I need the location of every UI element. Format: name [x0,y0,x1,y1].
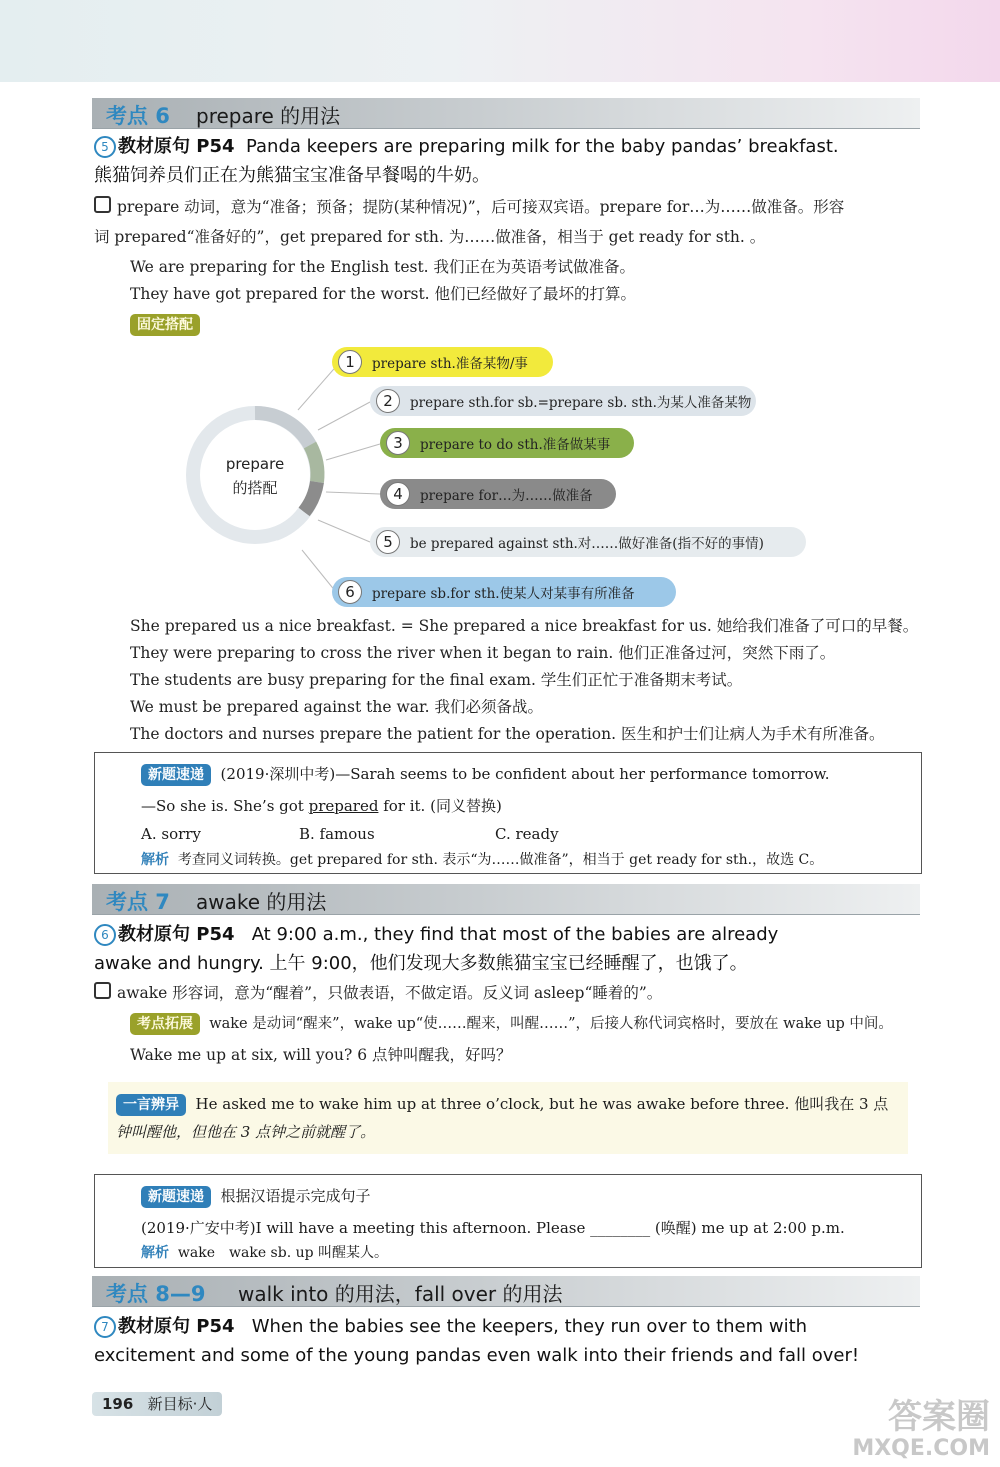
collocation-item-2 [370,386,756,416]
practice-box-1 [94,752,922,874]
textbook-sentence-7 [94,1312,924,1370]
answer-row [141,848,921,872]
collocation-item-1 [332,347,553,377]
ring-label-line-1: prepare [225,455,285,473]
circled-number: 6 [94,924,116,946]
item-number: 3 [386,431,410,455]
section-number: 考点 7 [106,890,170,914]
question-2-title [141,1183,371,1209]
distinguish-box [108,1082,908,1154]
item-number: 2 [376,389,400,413]
question-text: (2019·深圳中考)—Sarah seems to be confident about her performance tomorrow. [220,765,830,783]
example-2: They have got prepared for the worst. 他们已经做好了最坏的打算。 [130,285,637,303]
new-question-badge: 新题速递 [141,764,211,786]
question-line-1 [141,761,921,787]
textbook-sentence-5 [94,132,924,190]
textbook-tag: 教材原句 P54 [118,924,235,945]
distinguish-line-1: He asked me to wake him up at three o’clock, but he was awake before three. 他叫我在 3 点 [195,1095,889,1113]
page-footer [92,1392,222,1416]
badge-label: 固定搭配 [130,314,200,336]
section-number: 考点 8—9 [106,1282,206,1306]
top-decorative-band [0,0,1000,82]
ring-center-label [210,452,300,500]
item-number: 4 [386,482,410,506]
section-number: 考点 6 [106,104,170,128]
collocation-item-6 [332,577,676,607]
option-c: C. ready [495,825,559,843]
underlined-word: prepared [308,797,379,815]
question-2-text: (2019·广安中考)I will have a meeting this afternoon. Please ________ (唤醒) me up at 2:00 p.m. [141,1219,845,1237]
question-text-a: —So she is. She’s got [141,797,309,815]
question-title: 根据汉语提示完成句子 [220,1187,371,1205]
question-line-2 [141,793,502,819]
sentence-zh: 熊猫饲养员们正在为熊猫宝宝准备早餐喝的牛奶。 [94,165,490,186]
item-text: prepare sth.准备某物/事 [372,356,528,372]
sentence-en-2: awake and hungry. 上午 9:00，他们发现大多数熊猫宝宝已经睡醒了，也饿了。 [94,953,748,974]
note-line-1: prepare 动词，意为“准备；预备；提防(某种情况)”，后可接双宾语。prepare for…为……做准备。形容 [117,198,845,216]
ring-label-line-2: 的搭配 [232,479,278,497]
answer-row [141,1241,921,1265]
note-paragraph [94,192,924,252]
example-3: She prepared us a nice breakfast. = She prepared a nice breakfast for us. 她给我们准备了可口的早餐。 [130,617,919,635]
distinguish-badge: 一言辨异 [116,1094,186,1116]
watermark-line-2: MXQE.COM [852,1436,990,1461]
collocation-item-4 [380,479,616,509]
item-text: prepare for…为……做准备 [420,488,593,504]
example-7: The doctors and nurses prepare the patient for the operation. 医生和护士们让病人为手术有所准备。 [130,725,885,743]
watermark [852,1398,990,1462]
example-1: We are preparing for the English test. 我们正在为英语考试做准备。 [130,258,636,276]
item-text: prepare to do sth.准备做某事 [420,437,611,453]
item-text: prepare sth.for sb.=prepare sb. sth.为某人准备某物 [410,395,752,411]
item-number: 5 [376,530,400,554]
section-header-6 [92,98,920,129]
extension-text: wake 是动词“醒来”，wake up“使……醒来，叫醒……”，后接人称代词宾格时，要放在 wake up 中间。 [209,1016,893,1032]
answer-label: 解析 [141,852,169,868]
example-6: We must be prepared against the war. 我们必须备战。 [130,698,544,716]
new-question-badge: 新题速递 [141,1186,211,1208]
textbook-tag: 教材原句 P54 [118,136,235,157]
option-b: B. famous [299,825,375,843]
options-row [141,821,641,847]
extension-row [130,1009,930,1039]
question-text-b: for it. (同义替换) [378,797,502,815]
sentence-en: Panda keepers are preparing milk for the baby pandas’ breakfast. [245,136,839,157]
example-5: The students are busy preparing for the final exam. 学生们正忙于准备期末考试。 [130,671,743,689]
section-title: prepare 的用法 [196,104,341,128]
note-icon [94,196,111,213]
note-icon [94,982,111,999]
book-name: 新目标·人 [147,1395,213,1413]
textbook-sentence-6 [94,920,924,978]
note-text: awake 形容词，意为“醒着”，只做表语，不做定语。反义词 asleep“睡着的”。 [117,984,663,1002]
section-title: awake 的用法 [196,890,327,914]
distinguish-line-2: 钟叫醒他，但他在 3 点钟之前就醒了。 [116,1123,376,1141]
practice-box-2 [94,1174,922,1268]
answer-text: 考查同义词转换。get prepared for sth. 表示“为……做准备”，相当于 get ready for sth.，故选 C。 [177,852,824,868]
sentence-en: At 9:00 a.m., they find that most of the babies are already [251,924,779,945]
section-header-7 [92,884,920,915]
section-header-8-9 [92,1276,920,1307]
item-text: prepare sb.for sth.使某人对某事有所准备 [372,586,635,602]
collocation-badge [130,314,200,336]
note-line-2: 词 prepared“准备好的”，get prepared for sth. 为……做准备，相当于 get ready for sth. 。 [94,228,766,246]
answer-label: 解析 [141,1245,169,1261]
section-title: walk into 的用法，fall over 的用法 [238,1282,563,1306]
wake-example: Wake me up at six, will you? 6 点钟叫醒我，好吗？ [130,1046,512,1064]
example-4: They were preparing to cross the river when it began to rain. 他们正准备过河，突然下雨了。 [130,644,836,662]
awake-note [94,978,924,1008]
sentence-en-2: excitement and some of the young pandas even walk into their friends and fall over! [94,1345,860,1366]
distinguish-text [116,1090,906,1146]
collocation-item-3 [380,428,634,458]
circled-number: 5 [94,136,116,158]
answer-text: wake wake sb. up 叫醒某人。 [177,1245,389,1261]
option-a: A. sorry [141,825,201,843]
circled-number: 7 [94,1316,116,1338]
collocation-item-5 [370,527,806,557]
watermark-line-1: 答案圈 [888,1397,990,1437]
textbook-tag: 教材原句 P54 [118,1316,235,1337]
sentence-en: When the babies see the keepers, they run over to them with [251,1316,808,1337]
item-number: 1 [338,350,362,374]
item-text: be prepared against sth.对……做好准备(指不好的事情) [410,536,764,552]
page-number: 196 [102,1395,134,1413]
item-number: 6 [338,580,362,604]
extension-badge: 考点拓展 [130,1013,200,1035]
